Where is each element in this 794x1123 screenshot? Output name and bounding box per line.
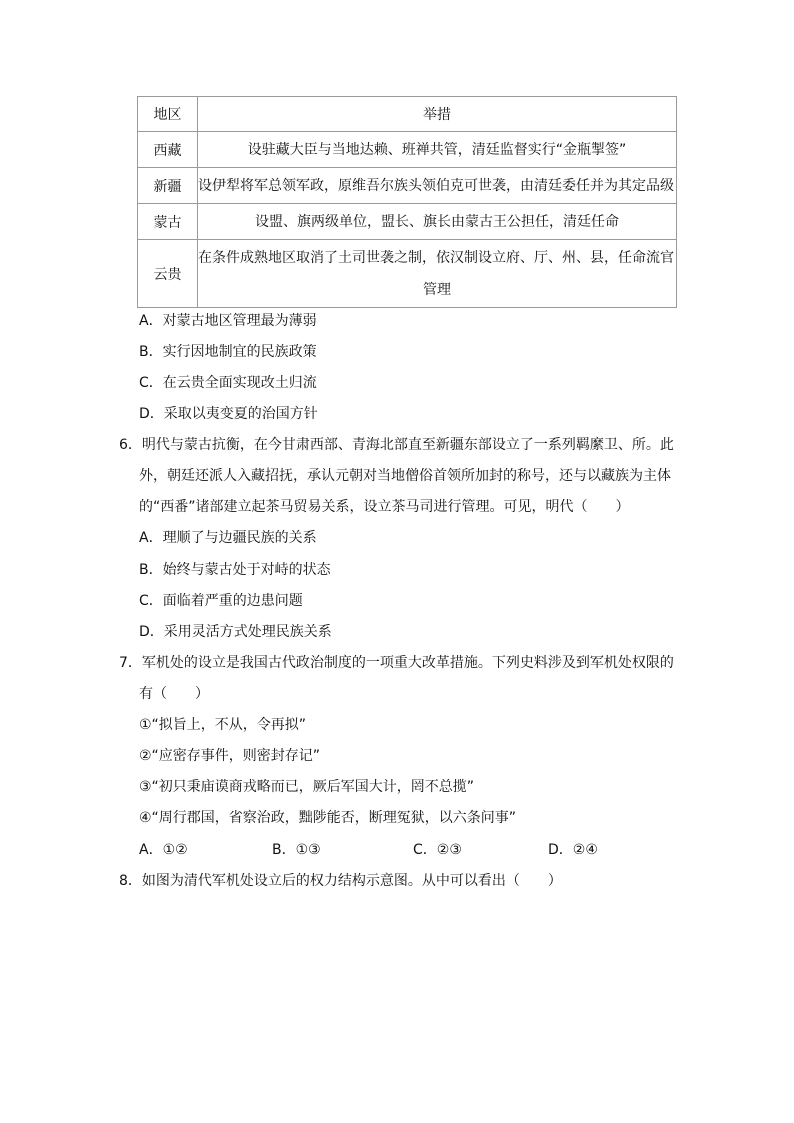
q6-stem-line-3: 的“西番”诸部建立起茶马贸易关系，设立茶马司进行管理。可见，明代（ ）	[139, 499, 630, 515]
measure-cell: 设驻藏大臣与当地达赖、班禅共管，清廷监督实行“金瓶掣签”	[198, 132, 677, 168]
region-cell: 蒙古	[138, 204, 198, 240]
measure-line: 在条件成熟地区取消了土司世袭之制，依汉制设立府、厅、州、县，任命流官	[198, 249, 674, 266]
q7-stem-line-1: 7．军机处的设立是我国古代政治制度的一项重大改革措施。下列史料涉及到军机处权限的	[119, 655, 674, 671]
q7-item-3: ③“初只秉庙谟商戎略而已，厥后军国大计，罔不总揽”	[139, 779, 475, 795]
q6-stem-line-1: 6．明代与蒙古抗衡，在今甘肃西部、青海北部直至新疆东部设立了一系列羁縻卫、所。此	[119, 437, 674, 453]
region-cell: 新疆	[138, 168, 198, 204]
q7-stem-line-2: 有（ ）	[139, 686, 209, 702]
table-row	[138, 204, 677, 240]
q7-item-2: ②“应密存事件，则密封存记”	[139, 748, 321, 764]
region-cell: 云贵	[138, 240, 198, 308]
q7-choice-b: B．①③	[272, 842, 321, 858]
q6-option-d: D．采用灵活方式处理民族关系	[139, 624, 332, 640]
measure-cell	[198, 240, 677, 308]
region-cell: 西藏	[138, 132, 198, 168]
q7-choice-c: C．②③	[413, 842, 462, 858]
table-row	[138, 132, 677, 168]
q7-choice-d: D．②④	[548, 842, 598, 858]
q6-stem-line-2: 外，朝廷还派人入藏招抚，承认元朝对当地僧俗首领所加封的称号，还与以藏族为主体	[139, 468, 671, 484]
q6-option-c: C．面临着严重的边患问题	[139, 593, 303, 609]
measure-line: 管理	[423, 281, 451, 298]
q7-item-4: ④“周行郡国，省察治政，黜陟能否，断理冤狱，以六条问事”	[139, 810, 517, 826]
q8-stem-line-1: 8．如图为清代军机处设立后的权力结构示意图。从中可以看出（ ）	[119, 873, 562, 889]
q6-option-a: A．理顺了与边疆民族的关系	[139, 530, 317, 546]
header-region: 地区	[138, 97, 198, 132]
table-row	[138, 240, 677, 308]
q7-choices	[139, 840, 598, 860]
measure-cell: 设伊犁将军总领军政，原维吾尔族头领伯克可世袭，由清廷委任并为其定品级	[198, 168, 677, 204]
q6-option-b: B．始终与蒙古处于对峙的状态	[139, 562, 331, 578]
q5-option-a: A．对蒙古地区管理最为薄弱	[139, 313, 317, 329]
q7-item-1: ①“拟旨上，不从，令再拟”	[139, 717, 307, 733]
q5-option-d: D．采取以夷变夏的治国方针	[139, 406, 318, 422]
measure-cell: 设盟、旗两级单位，盟长、旗长由蒙古王公担任，清廷任命	[198, 204, 677, 240]
region-measures-table	[137, 96, 677, 308]
q5-option-c: C．在云贵全面实现改土归流	[139, 375, 317, 391]
table-header-row	[138, 97, 677, 132]
header-measure: 举措	[198, 97, 677, 132]
table-row	[138, 168, 677, 204]
q5-option-b: B．实行因地制宜的民族政策	[139, 344, 317, 360]
q7-choice-a: A．①②	[139, 842, 188, 858]
